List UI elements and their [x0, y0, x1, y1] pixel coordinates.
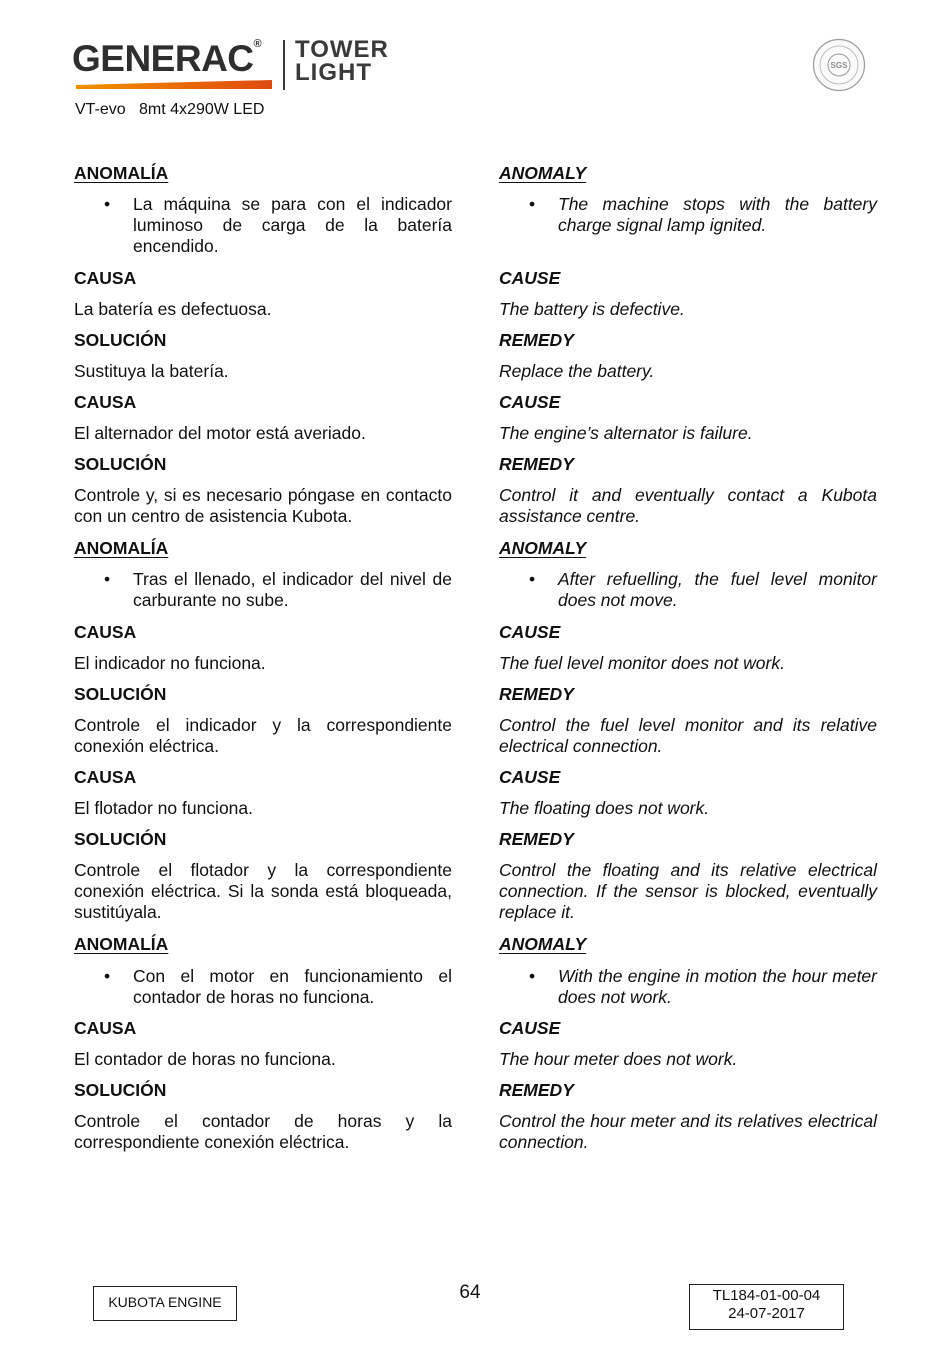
es-heading: ANOMALÍA	[74, 163, 169, 183]
en-paragraph: Control the floating and its relative electrical connection. If the sensor is blocked, eventually replace it.	[499, 860, 877, 922]
es-heading: SOLUCIÓN	[74, 829, 167, 849]
es-heading: SOLUCIÓN	[74, 684, 167, 704]
es-heading: SOLUCIÓN	[74, 1080, 167, 1100]
brand-swoosh-icon	[76, 80, 272, 89]
en-bullet-text: With the engine in motion the hour meter does not work.	[558, 966, 877, 1007]
document-date: 24-07-2017	[728, 1305, 805, 1322]
es-bullet-item	[74, 569, 452, 611]
en-paragraph: Replace the battery.	[499, 361, 655, 381]
registered-mark: ®	[253, 38, 262, 50]
bullet-icon: •	[529, 966, 536, 986]
en-heading: ANOMALY	[499, 163, 587, 183]
product-line-1: TOWER	[295, 36, 389, 63]
document-code: TL184-01-00-04	[712, 1287, 821, 1304]
en-heading: CAUSE	[499, 392, 561, 412]
es-heading: CAUSA	[74, 1018, 137, 1038]
en-paragraph: Control it and eventually contact a Kubota assistance centre.	[499, 485, 877, 526]
es-heading: CAUSA	[74, 767, 137, 787]
en-heading: REMEDY	[499, 330, 574, 350]
es-bullet-text: Con el motor en funcionamiento el contador de horas no funciona.	[133, 966, 452, 1007]
en-bullet-item	[499, 569, 877, 611]
en-heading: ANOMALY	[499, 934, 587, 954]
logo-divider	[283, 40, 285, 90]
es-paragraph: El indicador no funciona.	[74, 653, 266, 673]
generac-tower-light-logo	[72, 36, 432, 96]
es-paragraph: El alternador del motor está averiado.	[74, 423, 366, 443]
en-bullet-item	[499, 966, 877, 1008]
en-heading: ANOMALY	[499, 538, 587, 558]
en-heading: REMEDY	[499, 454, 574, 474]
es-bullet-item	[74, 966, 452, 1008]
es-paragraph: El contador de horas no funciona.	[74, 1049, 336, 1069]
brand-wordmark: GENERAC	[72, 38, 254, 79]
en-heading: CAUSE	[499, 622, 561, 642]
bullet-icon: •	[529, 194, 536, 214]
en-heading: REMEDY	[499, 684, 574, 704]
en-heading: REMEDY	[499, 1080, 574, 1100]
bullet-icon: •	[529, 569, 536, 589]
en-paragraph: The hour meter does not work.	[499, 1049, 738, 1069]
es-paragraph: Controle el indicador y la correspondiente conexión eléctrica.	[74, 715, 452, 756]
es-heading: SOLUCIÓN	[74, 330, 167, 350]
es-bullet-text: Tras el llenado, el indicador del nivel de carburante no sube.	[133, 569, 452, 610]
en-bullet-text: After refuelling, the fuel level monitor does not move.	[558, 569, 877, 610]
en-heading: CAUSE	[499, 268, 561, 288]
es-heading: ANOMALÍA	[74, 934, 169, 954]
es-heading: CAUSA	[74, 622, 137, 642]
es-heading: ANOMALÍA	[74, 538, 169, 558]
en-bullet-item	[499, 194, 877, 236]
page-number: 64	[459, 1282, 481, 1303]
engine-label-text: KUBOTA ENGINE	[108, 1294, 222, 1310]
product-line	[295, 38, 389, 84]
footer-document-code	[689, 1284, 844, 1330]
es-heading: CAUSA	[74, 268, 137, 288]
es-paragraph: Controle el contador de horas y la correspondiente conexión eléctrica.	[74, 1111, 452, 1152]
es-paragraph: La batería es defectuosa.	[74, 299, 272, 319]
footer-engine-label	[93, 1286, 237, 1321]
model-line	[75, 101, 264, 119]
en-paragraph: The floating does not work.	[499, 798, 710, 818]
es-paragraph: Sustituya la batería.	[74, 361, 229, 381]
bullet-icon: •	[104, 194, 111, 214]
en-heading: CAUSE	[499, 1018, 561, 1038]
seal-text: SGS	[830, 61, 848, 70]
en-heading: CAUSE	[499, 767, 561, 787]
en-paragraph: The fuel level monitor does not work.	[499, 653, 785, 673]
model-name: VT-evo	[75, 101, 126, 118]
es-paragraph: Controle el flotador y la correspondiente conexión eléctrica. Si la sonda está bloqueada, sustitúyala.	[74, 860, 452, 922]
es-bullet-text: La máquina se para con el indicador luminoso de carga de la batería encendido.	[133, 194, 452, 256]
brand-name	[72, 38, 261, 80]
bullet-icon: •	[104, 569, 111, 589]
en-paragraph: The engine’s alternator is failure.	[499, 423, 753, 443]
en-paragraph: Control the fuel level monitor and its relative electrical connection.	[499, 715, 877, 756]
es-bullet-item	[74, 194, 452, 257]
en-bullet-text: The machine stops with the battery charge signal lamp ignited.	[558, 194, 877, 235]
bullet-icon: •	[104, 966, 111, 986]
product-line-2: LIGHT	[295, 59, 372, 86]
certification-seal-icon	[812, 38, 866, 92]
es-paragraph: Controle y, si es necesario póngase en contacto con un centro de asistencia Kubota.	[74, 485, 452, 526]
en-paragraph: Control the hour meter and its relatives electrical connection.	[499, 1111, 877, 1152]
es-paragraph: El flotador no funciona.	[74, 798, 254, 818]
en-heading: REMEDY	[499, 829, 574, 849]
es-heading: CAUSA	[74, 392, 137, 412]
es-heading: SOLUCIÓN	[74, 454, 167, 474]
model-spec: 8mt 4x290W LED	[139, 101, 265, 118]
en-paragraph: The battery is defective.	[499, 299, 685, 319]
